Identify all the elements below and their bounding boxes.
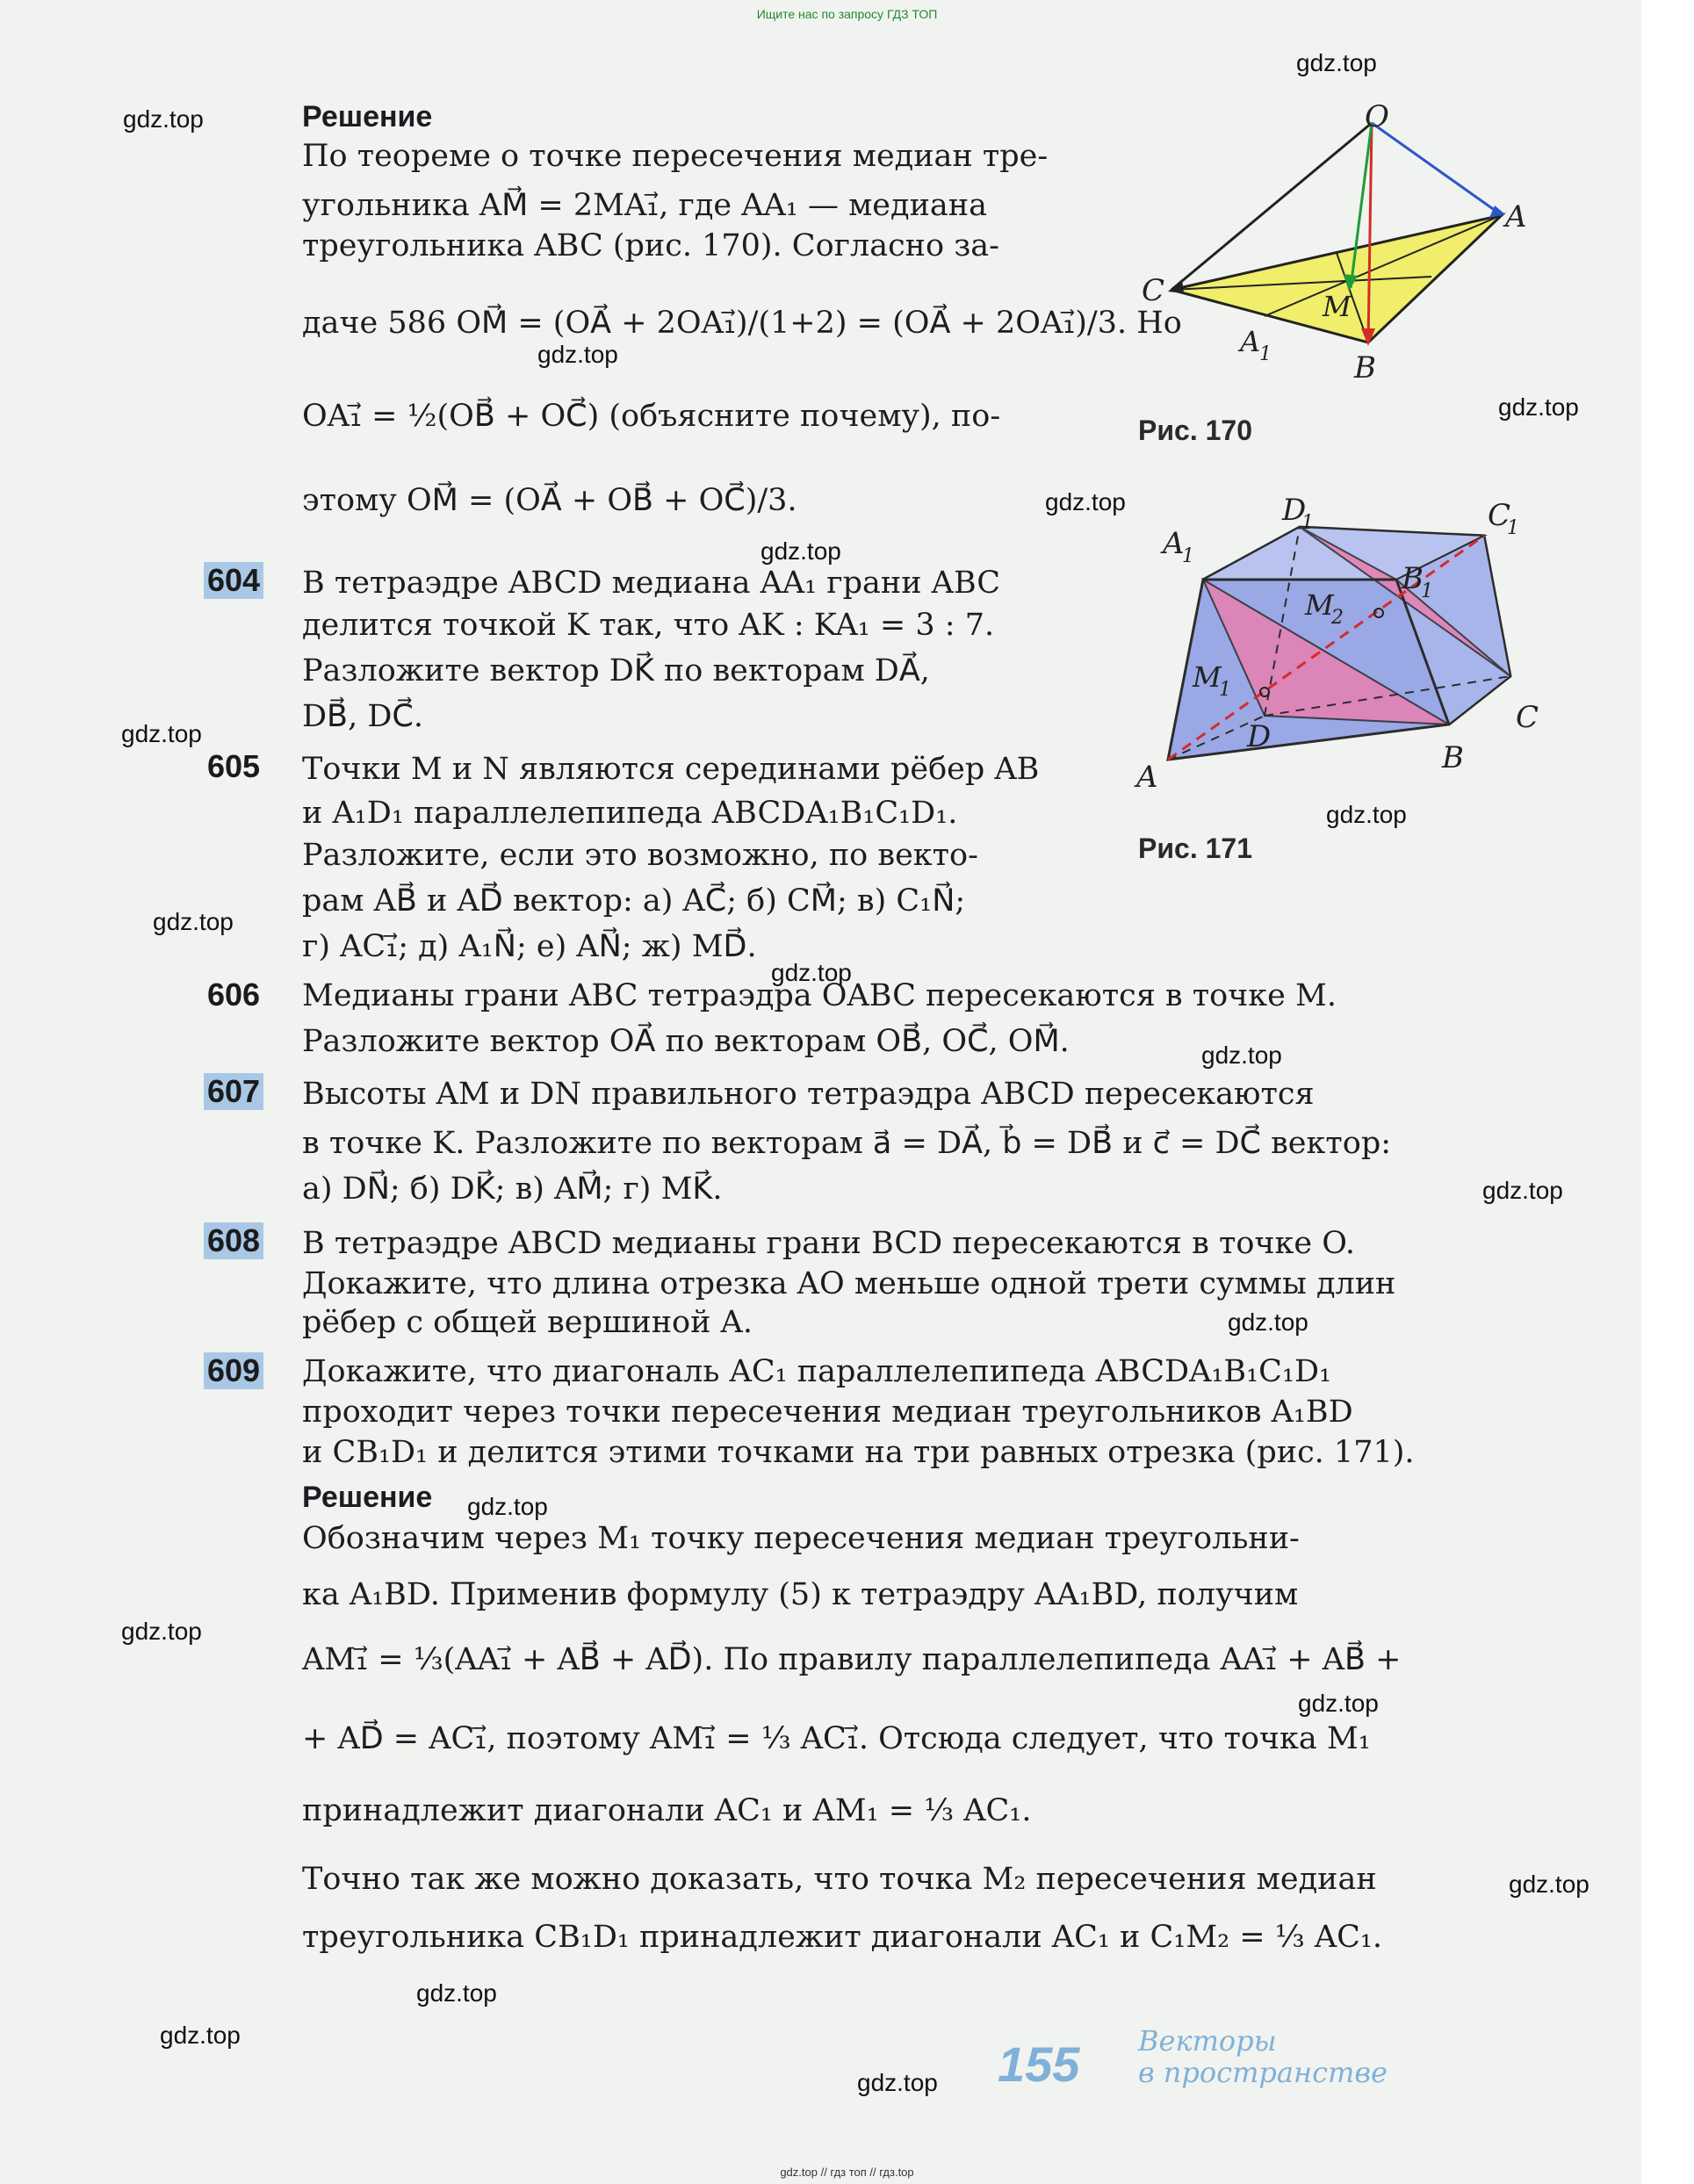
text-line: В тетраэдре ABCD медиана AA₁ грани ABC — [302, 566, 1001, 601]
problem-number: 608 — [204, 1222, 263, 1259]
text-line: даче 586 OM⃗ = (OA⃗ + 2OA₁⃗)/(1+2) = (OA⃗ + 2OA₁⃗)/3. Но — [302, 306, 1182, 341]
watermark: gdz.top — [416, 1979, 497, 2007]
text-line: Разложите, если это возможно, по векто- — [302, 838, 978, 873]
label-m1-sub: 1 — [1219, 679, 1231, 701]
watermark: gdz.top — [1298, 1690, 1379, 1717]
label-b1: B — [1402, 561, 1424, 596]
label-o: O — [1365, 99, 1389, 134]
problem-number: 605 — [207, 748, 261, 784]
solution-heading: Решение — [302, 1481, 433, 1514]
text-line: рам AB⃗ и AD⃗ вектор: а) AC⃗; б) CM⃗; в) C₁N⃗; — [302, 883, 966, 919]
watermark: gdz.top — [1482, 1177, 1563, 1204]
watermark: gdz.top — [121, 1618, 202, 1645]
label-a1: A — [1163, 526, 1185, 561]
label-c1-sub: 1 — [1507, 517, 1519, 539]
label-b: B — [1442, 740, 1464, 775]
text-line: AM₁⃗ = ⅓(AA₁⃗ + AB⃗ + AD⃗). По правилу параллелепипеда AA₁⃗ + AB⃗ + — [302, 1642, 1402, 1677]
text-line: Высоты AM и DN правильного тетраэдра ABCD пересекаются — [302, 1077, 1315, 1112]
solution-heading: Решение — [302, 100, 433, 133]
problem-number: 607 — [204, 1073, 263, 1110]
watermark: gdz.top — [123, 105, 204, 133]
label-a: A — [1136, 760, 1158, 795]
text-line: угольника AM⃗ = 2MA₁⃗, где AA₁ — медиана — [302, 188, 987, 223]
watermark: gdz.top — [1326, 801, 1407, 828]
section-title — [1138, 2025, 1388, 2088]
watermark: gdz.top — [1201, 1042, 1282, 1069]
label-m2-sub: 2 — [1331, 607, 1344, 629]
label-b1-sub: 1 — [1421, 580, 1433, 602]
text-line: Обозначим через M₁ точку пересечения медиан треугольни- — [302, 1521, 1300, 1556]
text-line: Разложите вектор DK⃗ по векторам DA⃗, — [302, 653, 930, 688]
watermark: gdz.top — [1296, 49, 1377, 76]
label-b: B — [1354, 350, 1376, 386]
watermark: gdz.top — [1228, 1308, 1308, 1336]
text-line: + AD⃗ = AC₁⃗, поэтому AM₁⃗ = ⅓ AC₁⃗. Отсюда следует, что точка M₁ — [302, 1721, 1371, 1756]
section-title-line: Векторы — [1138, 2024, 1277, 2058]
problem-number: 604 — [204, 562, 263, 599]
text-line: г) AC₁⃗; д) A₁N⃗; е) AN⃗; ж) MD⃗. — [302, 929, 757, 964]
text-line: делится точкой K так, что AK : KA₁ = 3 : 7. — [302, 608, 995, 643]
text-line: этому OM⃗ = (OA⃗ + OB⃗ + OC⃗)/3. — [302, 483, 797, 518]
text-line: Точки M и N являются серединами рёбер AB — [302, 752, 1040, 787]
watermark: gdz.top — [1045, 488, 1126, 515]
text-line: DB⃗, DC⃗. — [302, 699, 423, 734]
text-line: рёбер с общей вершиной A. — [302, 1305, 753, 1340]
figure-170-caption: Рис. 170 — [1138, 414, 1252, 446]
text-line: В тетраэдре ABCD медианы грани BCD пересекаются в точке O. — [302, 1226, 1356, 1261]
figure-171-caption: Рис. 171 — [1138, 833, 1252, 864]
label-m2: M — [1305, 588, 1334, 622]
text-line: треугольника CB₁D₁ принадлежит диагонали AC₁ и C₁M₂ = ⅓ AC₁. — [302, 1920, 1383, 1955]
header-note: Ищите нас по запросу ГДЗ ТОП — [756, 7, 938, 21]
text-line: а) DN⃗; б) DK⃗; в) AM⃗; г) MK⃗. — [302, 1171, 723, 1207]
watermark: gdz.top — [537, 341, 618, 368]
text-line: Разложите вектор OA⃗ по векторам OB⃗, OC⃗, OM⃗. — [302, 1024, 1070, 1059]
label-d1-sub: 1 — [1301, 512, 1314, 534]
label-a1: A — [1240, 325, 1261, 358]
label-c1: C — [1488, 498, 1511, 533]
watermark: gdz.top — [1509, 1870, 1589, 1898]
watermark: gdz.top — [121, 720, 202, 747]
problem-number: 606 — [207, 977, 261, 1013]
text-line: Точно так же можно доказать, что точка M₂ пересечения медиан — [302, 1862, 1377, 1897]
page-edge — [1641, 0, 1694, 2184]
watermark: gdz.top — [160, 2022, 241, 2049]
watermark: gdz.top — [857, 2069, 938, 2096]
label-c: C — [1516, 700, 1539, 735]
figure-171 — [1133, 492, 1539, 825]
watermark: gdz.top — [467, 1493, 548, 1520]
text-line: и CB₁D₁ и делится этими точками на три равных отрезка (рис. 171). — [302, 1435, 1415, 1470]
text-line: Докажите, что диагональ AC₁ параллелепипеда ABCDA₁B₁C₁D₁ — [302, 1354, 1332, 1389]
label-d1: D — [1282, 493, 1307, 528]
text-line: и A₁D₁ параллелепипеда ABCDA₁B₁C₁D₁. — [302, 796, 958, 831]
label-m1: M — [1193, 660, 1222, 694]
text-line: треугольника ABC (рис. 170). Согласно за- — [302, 228, 999, 263]
text-line: принадлежит диагонали AC₁ и AM₁ = ⅓ AC₁. — [302, 1793, 1032, 1828]
text-line: По теореме о точке пересечения медиан тре- — [302, 139, 1049, 174]
label-m: M — [1323, 290, 1352, 323]
label-a1-sub: 1 — [1259, 343, 1272, 365]
problem-number: 609 — [204, 1352, 263, 1389]
label-a: A — [1505, 199, 1527, 234]
label-d: D — [1247, 719, 1272, 754]
section-title-line: в пространстве — [1138, 2056, 1388, 2089]
text-line: Медианы грани ABC тетраэдра OABC пересекаются в точке M. — [302, 978, 1337, 1013]
text-line: проходит через точки пересечения медиан треугольников A₁BD — [302, 1395, 1353, 1430]
footer-note: gdz.top // гдз топ // гдз.top — [780, 2166, 914, 2179]
label-c: C — [1142, 273, 1165, 308]
text-line: в точке K. Разложите по векторам a⃗ = DA⃗, b⃗ = DB⃗ и c⃗ = DC⃗ вектор: — [302, 1126, 1392, 1161]
watermark: gdz.top — [153, 908, 234, 935]
triangle-abc — [1171, 215, 1502, 342]
watermark: gdz.top — [1498, 393, 1579, 421]
figure-170 — [1142, 97, 1528, 395]
text-line: Докажите, что длина отрезка AO меньше одной трети суммы длин — [302, 1266, 1396, 1301]
page-number: 155 — [998, 2036, 1080, 2092]
text-line: OA₁⃗ = ½(OB⃗ + OC⃗) (объясните почему), по- — [302, 399, 1001, 434]
watermark: gdz.top — [771, 959, 852, 986]
watermark: gdz.top — [760, 537, 841, 565]
text-line: ка A₁BD. Применив формулу (5) к тетраэдру AA₁BD, получим — [302, 1577, 1299, 1612]
label-a1-sub: 1 — [1182, 545, 1194, 567]
